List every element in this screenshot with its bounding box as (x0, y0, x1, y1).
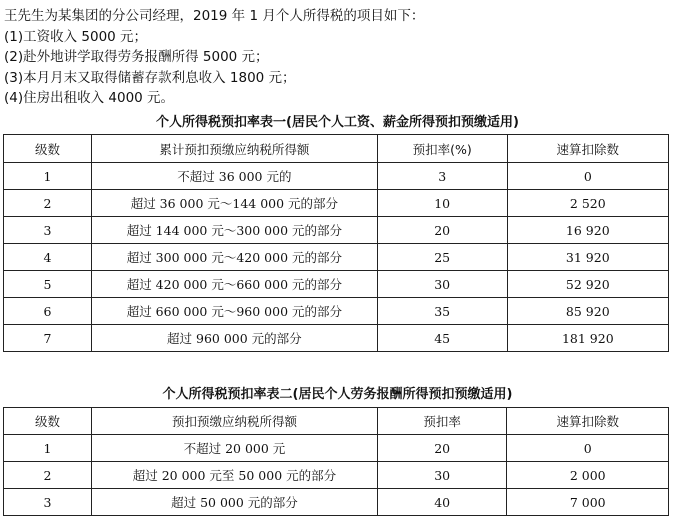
table-cell: 超过 20 000 元至 50 000 元的部分 (92, 462, 378, 489)
table-cell: 超过 144 000 元～300 000 元的部分 (91, 217, 377, 244)
table-row (4, 244, 669, 271)
table-cell: 0 (507, 163, 668, 190)
table2 (3, 407, 669, 516)
table-cell: 30 (377, 271, 507, 298)
table-row (4, 217, 669, 244)
table-cell: 7 (4, 325, 92, 352)
table-row (4, 163, 669, 190)
intro-line: (1)工资收入 5000 元； (4, 28, 148, 45)
table-row (4, 325, 669, 352)
table-cell: 超过 960 000 元的部分 (91, 325, 377, 352)
table-cell: 25 (377, 244, 507, 271)
column-header: 预扣率 (377, 408, 507, 435)
table-cell: 4 (4, 244, 92, 271)
column-header: 级数 (4, 408, 92, 435)
table-cell: 2 000 (507, 462, 669, 489)
table1-header-row (4, 135, 669, 163)
column-header: 级数 (4, 135, 92, 163)
table2-body (4, 435, 669, 516)
table-cell: 20 (377, 217, 507, 244)
table-row (4, 298, 669, 325)
table-cell: 181 920 (507, 325, 668, 352)
table-cell: 2 520 (507, 190, 668, 217)
column-header: 累计预扣预缴应纳税所得额 (91, 135, 377, 163)
table-cell: 3 (377, 163, 507, 190)
table2-caption: 个人所得税预扣率表二(居民个人劳务报酬所得预扣预缴适用) (162, 387, 513, 402)
table-cell: 超过 660 000 元～960 000 元的部分 (91, 298, 377, 325)
table-row (4, 489, 669, 516)
table-cell: 超过 300 000 元～420 000 元的部分 (91, 244, 377, 271)
table-cell: 3 (4, 217, 92, 244)
table-cell: 2 (4, 462, 92, 489)
intro-text (4, 6, 424, 109)
table-row (4, 462, 669, 489)
table2-header-row (4, 408, 669, 435)
intro-line: (2)赴外地讲学取得劳务报酬所得 5000 元； (4, 49, 269, 65)
table-cell: 1 (4, 435, 92, 462)
table-cell: 不超过 36 000 元的 (91, 163, 377, 190)
column-header: 速算扣除数 (507, 408, 669, 435)
table-cell: 16 920 (507, 217, 668, 244)
table-cell: 0 (507, 435, 669, 462)
table-cell: 35 (377, 298, 507, 325)
table-cell: 40 (377, 489, 507, 516)
table-cell: 6 (4, 298, 92, 325)
table-cell: 30 (377, 462, 507, 489)
table-cell: 31 920 (507, 244, 668, 271)
table1-body (4, 163, 669, 352)
table-row (4, 271, 669, 298)
table-cell: 5 (4, 271, 92, 298)
table-cell: 45 (377, 325, 507, 352)
table1 (3, 134, 669, 352)
table-cell: 20 (377, 435, 507, 462)
intro-line: (3)本月月末又取得储蓄存款利息收入 1800 元； (4, 69, 296, 86)
table-cell: 超过 36 000 元～144 000 元的部分 (91, 190, 377, 217)
column-header: 速算扣除数 (507, 135, 668, 163)
table-cell: 52 920 (507, 271, 668, 298)
intro-line: (4)住房出租收入 4000 元。 (4, 90, 175, 106)
table-cell: 85 920 (507, 298, 668, 325)
table-cell: 2 (4, 190, 92, 217)
table-cell: 超过 420 000 元～660 000 元的部分 (91, 271, 377, 298)
table-cell: 1 (4, 163, 92, 190)
table-cell: 7 000 (507, 489, 669, 516)
column-header: 预扣预缴应纳税所得额 (92, 408, 378, 435)
column-header: 预扣率(%) (377, 135, 507, 163)
table-row (4, 190, 669, 217)
table-row (4, 435, 669, 462)
table-cell: 10 (377, 190, 507, 217)
intro-line: 王先生为某集团的分公司经理，2019 年 1 月个人所得税的项目如下： (4, 8, 425, 24)
table-cell: 不超过 20 000 元 (92, 435, 378, 462)
table1-caption: 个人所得税预扣率表一(居民个人工资、薪金所得预扣预缴适用) (156, 115, 519, 130)
table-cell: 超过 50 000 元的部分 (92, 489, 378, 516)
table-cell: 3 (4, 489, 92, 516)
